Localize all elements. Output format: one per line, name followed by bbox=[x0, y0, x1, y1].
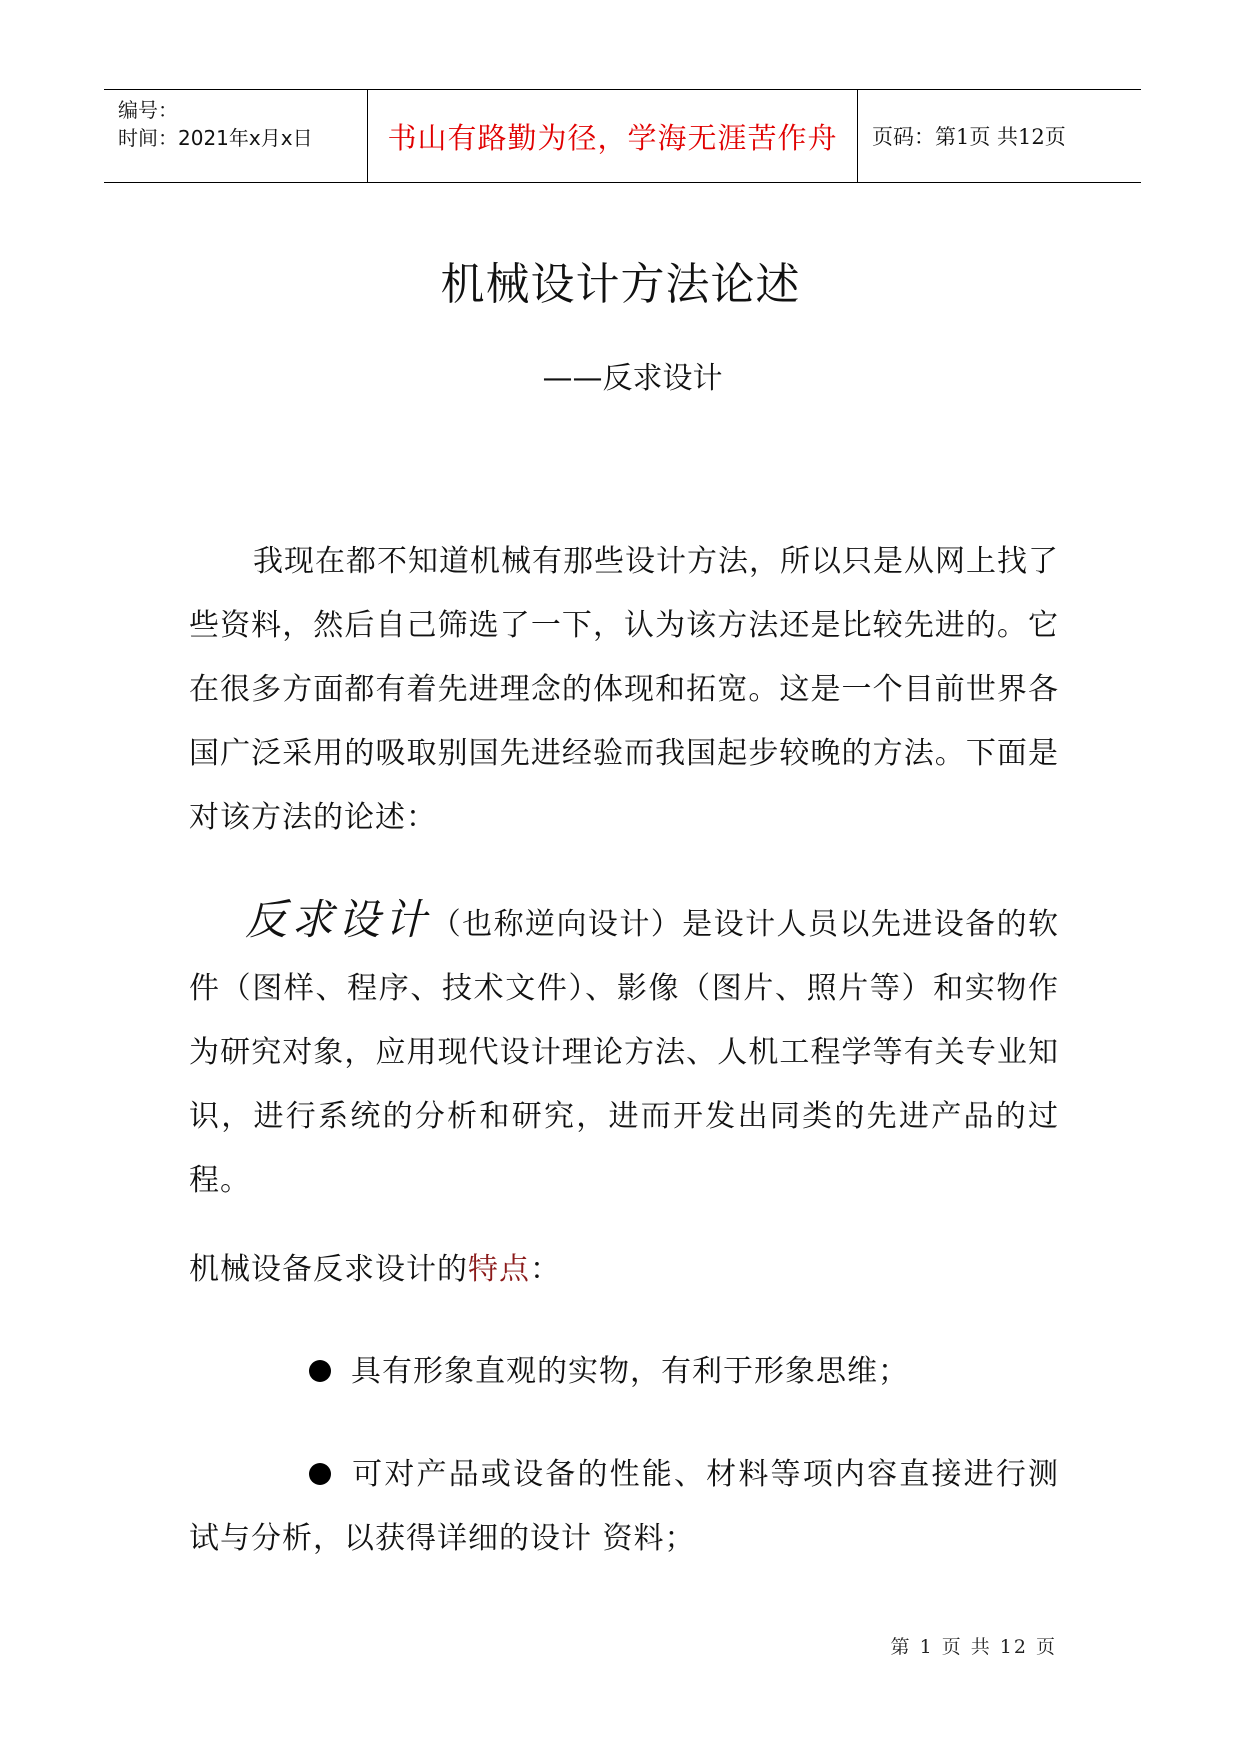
document-title: 机械设计方法论述 bbox=[440, 259, 801, 310]
bullet-dot-icon bbox=[309, 1463, 331, 1485]
header-page-cell bbox=[858, 90, 1141, 182]
feature-bullet-item bbox=[189, 1340, 1059, 1404]
features-heading bbox=[189, 1238, 1059, 1302]
feature-bullet-text: 具有形象直观的实物，有利于形象思维； bbox=[351, 1354, 909, 1389]
features-heading-suffix: ： bbox=[530, 1252, 561, 1287]
definition-term: 反求设计 bbox=[245, 895, 431, 944]
document-subtitle: ——反求设计 bbox=[542, 361, 723, 396]
features-heading-prefix: 机械设备反求设计的 bbox=[189, 1252, 468, 1287]
document-number-label: 编号： bbox=[118, 98, 178, 122]
header-motto: 书山有路勤为径，学海无涯苦作舟 bbox=[387, 120, 838, 155]
features-heading-highlight: 特点 bbox=[468, 1252, 530, 1287]
feature-bullet-text: 可对产品或设备的性能、材料等项内容直接进行测试与分析，以获得详细的设计 资料； bbox=[189, 1457, 1059, 1556]
feature-bullet-item bbox=[189, 1443, 1059, 1571]
header-page-label: 页码：第1页 共12页 bbox=[872, 125, 1066, 149]
intro-paragraph: 我现在都不知道机械有那些设计方法，所以只是从网上找了些资料，然后自己筛选了一下，认为该方法还是比较先进的。它在很多方面都有着先进理念的体现和拓宽。这是一个目前世界各国广泛采用的吸取别国先进经验而我国起步较晚的方法。下面是对该方法的论述： bbox=[189, 544, 1059, 835]
header-meta-cell bbox=[104, 90, 368, 182]
definition-text: （也称逆向设计）是设计人员以先进设备的软件（图样、程序、技术文件）、影像（图片、照片等）和实物作为研究对象，应用现代设计理论方法、人机工程学等有关专业知识，进行系统的分析和研究，进而开发出同类的先进产品的过程。 bbox=[189, 907, 1059, 1198]
bullet-dot-icon bbox=[309, 1360, 331, 1382]
document-time-label: 时间：2021年x月x日 bbox=[118, 126, 313, 150]
definition-paragraph bbox=[189, 888, 1059, 1213]
header-motto-cell bbox=[368, 90, 858, 182]
page-footer: 第 1 页 共 12 页 bbox=[890, 1636, 1057, 1658]
header-table bbox=[104, 89, 1141, 183]
